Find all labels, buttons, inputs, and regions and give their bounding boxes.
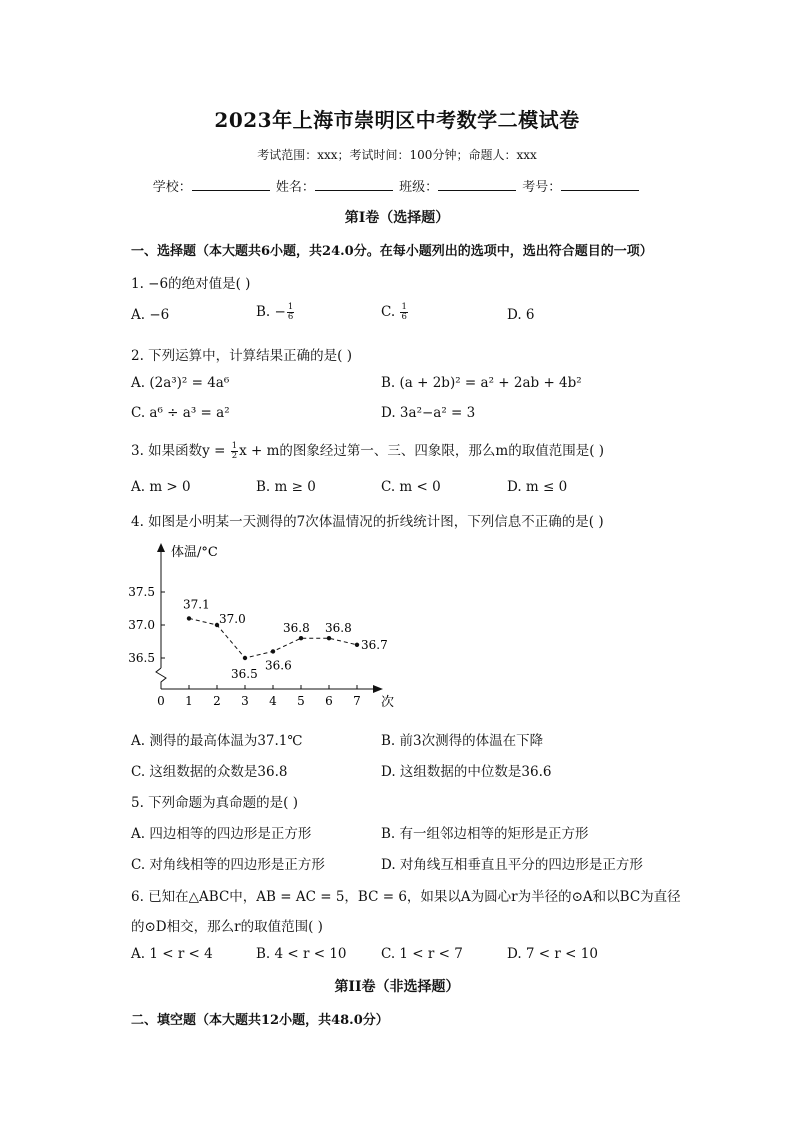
x-tick-label: 2 (213, 694, 221, 708)
temperature-line-chart (125, 538, 415, 710)
y-axis-break (156, 668, 166, 689)
data-label: 36.8 (325, 621, 352, 636)
x-axis-label: 次 (381, 695, 395, 710)
data-point (327, 636, 331, 640)
q5-stem: 5. 下列命题为真命题的是( ) (131, 795, 298, 811)
section1-heading: 一、选择题（本大题共6小题，共24.0分。在每小题列出的选项中，选出符合题目的一项） (131, 244, 653, 259)
q2-option-c[interactable]: C. a⁶ ÷ a³ = a² (131, 405, 230, 421)
name-label: 姓名： (275, 180, 315, 195)
data-point (187, 616, 191, 620)
q2-option-d[interactable]: D. 3a²−a² = 3 (381, 405, 476, 421)
y-tick-label: 37.5 (128, 585, 155, 599)
class-label: 班级： (399, 180, 439, 195)
q6-stem-continued: 的⊙D相交，那么r的取值范围( ) (131, 919, 323, 935)
q1-stem: 1. −6的绝对值是( ) (131, 276, 251, 292)
part1-title: 第I卷（选择题） (344, 210, 450, 226)
name-blank[interactable] (315, 178, 393, 191)
data-label: 37.0 (219, 612, 246, 626)
x-tick-label: 5 (297, 694, 305, 708)
q1-option-b-label: B. − (256, 304, 286, 320)
q3-option-a[interactable]: A. m > 0 (131, 479, 191, 495)
q1-option-b[interactable] (256, 303, 295, 322)
q6-option-b[interactable]: B. 4 < r < 10 (256, 946, 347, 962)
data-point (355, 643, 359, 647)
id-label: 考号： (522, 180, 562, 195)
q4-option-a[interactable]: A. 测得的最高体温为37.1℃ (131, 733, 303, 749)
q3-option-d[interactable]: D. m ≤ 0 (507, 479, 568, 495)
q1-option-c-label: C. (381, 304, 400, 320)
q6-stem: 6. 已知在△ABC中，AB = AC = 5，BC = 6，如果以A为圆心r为半径的⊙A和以BC为直径 (131, 889, 681, 905)
x-tick-label: 1 (185, 694, 193, 708)
school-blank[interactable] (192, 178, 270, 191)
q4-stem: 4. 如图是小明某一天测得的7次体温情况的折线统计图，下列信息不正确的是( ) (131, 514, 604, 530)
section2-heading: 二、填空题（本大题共12小题，共48.0分） (131, 1013, 389, 1028)
fraction-one-sixth-c: $\frac{1}{6}$ (401, 302, 407, 322)
x-tick-label: 7 (353, 694, 361, 708)
data-label: 36.6 (265, 658, 292, 673)
q3-stem-end: x + m的图象经过第一、三、四象限，那么m的取值范围是( ) (239, 443, 605, 459)
fraction-one-sixth: $\frac{1}{6}$ (287, 302, 294, 322)
exam-info: 考试范围：xxx；考试时间：100分钟；命题人：xxx (257, 148, 537, 162)
q6-option-d[interactable]: D. 7 < r < 10 (507, 946, 598, 962)
q5-option-c[interactable]: C. 对角线相等的四边形是正方形 (131, 857, 325, 873)
data-point (271, 649, 275, 653)
q3-stem (131, 439, 604, 461)
part2-title: 第II卷（非选择题） (334, 979, 460, 995)
x-tick-label: 3 (241, 694, 249, 708)
x-tick-label: 0 (157, 694, 165, 708)
data-label: 37.1 (183, 597, 210, 612)
y-tick-label: 36.5 (128, 651, 155, 665)
y-axis-arrow (157, 543, 165, 552)
q2-option-b[interactable]: B. (a + 2b)² = a² + 2ab + 4b² (381, 375, 582, 391)
q3-stem-start: 3. 如果函数y = (131, 443, 230, 459)
q2-stem: 2. 下列运算中，计算结果正确的是( ) (131, 348, 352, 364)
q3-option-b[interactable]: B. m ≥ 0 (256, 479, 316, 495)
school-label: 学校： (152, 180, 192, 195)
q6-option-a[interactable]: A. 1 < r < 4 (131, 946, 213, 962)
q1-option-d[interactable]: D. 6 (507, 307, 535, 323)
x-axis-arrow (373, 685, 383, 693)
id-blank[interactable] (561, 178, 639, 191)
data-label: 36.8 (283, 621, 310, 636)
y-axis-label: 体温/°C (171, 545, 218, 560)
fraction-one-half: $\frac{1}{2}$ (231, 441, 238, 461)
data-label: 36.5 (231, 667, 258, 681)
q5-option-b[interactable]: B. 有一组邻边相等的矩形是正方形 (381, 826, 589, 842)
q2-option-a[interactable]: A. (2a³)² = 4a⁶ (131, 375, 230, 391)
q4-option-b[interactable]: B. 前3次测得的体温在下降 (381, 733, 544, 749)
student-fields (0, 176, 794, 195)
data-point (299, 636, 303, 640)
q4-option-d[interactable]: D. 这组数据的中位数是36.6 (381, 764, 552, 780)
q3-option-c[interactable]: C. m < 0 (381, 479, 441, 495)
data-point (243, 656, 247, 660)
q6-option-c[interactable]: C. 1 < r < 7 (381, 946, 463, 962)
y-tick-label: 37.0 (128, 618, 155, 632)
x-tick-label: 6 (325, 694, 333, 708)
q1-option-c[interactable] (381, 303, 409, 322)
q1-option-a[interactable]: A. −6 (131, 307, 170, 323)
data-label: 36.7 (361, 637, 388, 652)
q5-option-d[interactable]: D. 对角线互相垂直且平分的四边形是正方形 (381, 857, 643, 873)
q5-option-a[interactable]: A. 四边相等的四边形是正方形 (131, 826, 312, 842)
exam-title: 2023年上海市崇明区中考数学二模试卷 (214, 108, 580, 132)
q4-option-c[interactable]: C. 这组数据的众数是36.8 (131, 764, 288, 780)
class-blank[interactable] (438, 178, 516, 191)
x-tick-label: 4 (269, 694, 277, 708)
